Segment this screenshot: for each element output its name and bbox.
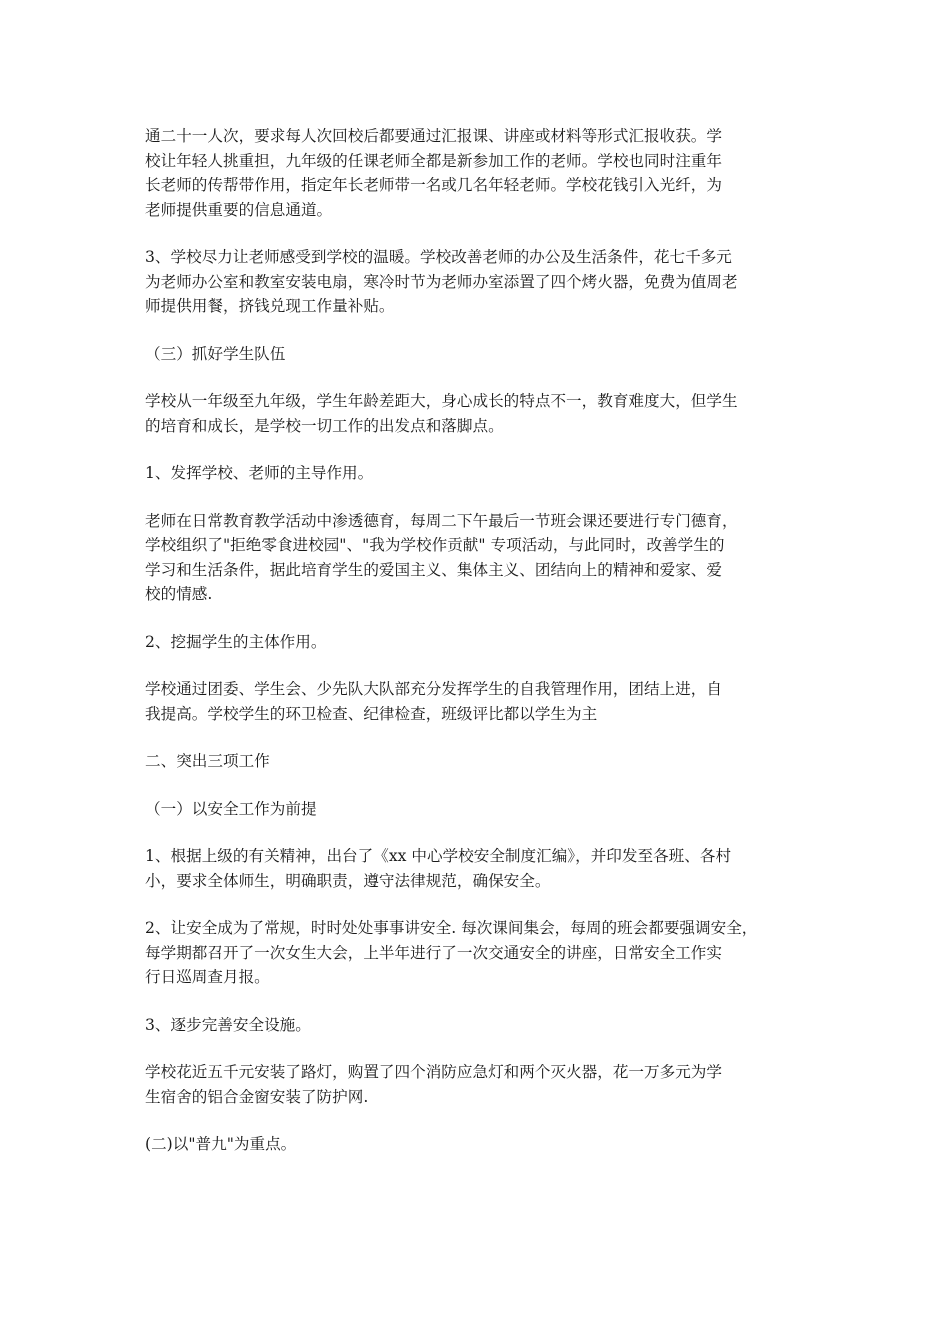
text-line: 2、让安全成为了常规，时时处处事事讲安全. 每次课间集会，每周的班会都要强调安全，	[145, 919, 758, 937]
text-line: (二)以"普九"为重点。	[145, 1135, 297, 1153]
text-line: 老师在日常教育教学活动中渗透德育，每周二下午最后一节班会课还要进行专门德育，	[145, 511, 738, 530]
section-heading	[145, 797, 809, 822]
text-line: 行日巡周查月报。	[145, 968, 270, 986]
text-line: 小，要求全体师生，明确职责，遵守法律规范，确保安全。	[145, 871, 551, 890]
text-line: 每学期都召开了一次女生大会，上半年进行了一次交通安全的讲座，日常安全工作实	[145, 943, 722, 962]
paragraph	[145, 916, 809, 990]
paragraph	[145, 124, 809, 222]
text-line: 学习和生活条件，据此培育学生的爱国主义、集体主义、团结向上的精神和爱家、爱	[145, 560, 722, 579]
text-line: 校的情感.	[145, 585, 213, 603]
text-line: 3、学校尽力让老师感受到学校的温暖。学校改善老师的办公及生活条件，花七千多元	[145, 248, 732, 266]
text-line: 2、挖掘学生的主体作用。	[145, 632, 327, 651]
text-line: 学校通过团委、学生会、少先队大队部充分发挥学生的自我管理作用，团结上进，自	[145, 680, 722, 698]
paragraph	[145, 245, 809, 319]
text-line: 长老师的传帮带作用，指定年长老师带一名或几名年轻老师。学校花钱引入光纤，为	[145, 176, 722, 194]
text-line: 为老师办公室和教室安装电扇，寒冷时节为老师办室添置了四个烤火器，免费为值周老	[145, 272, 738, 291]
text-line: 师提供用餐，挤钱兑现工作量补贴。	[145, 297, 395, 315]
text-line: 校让年轻人挑重担，九年级的任课老师全都是新参加工作的老师。学校也同时注重年	[145, 151, 722, 170]
text-line: （一）以安全工作为前提	[145, 799, 317, 818]
paragraph	[145, 509, 809, 607]
paragraph	[145, 677, 809, 726]
section-heading	[145, 1132, 809, 1157]
text-line: 生宿舍的铝合金窗安装了防护网.	[145, 1087, 369, 1106]
document-page	[145, 124, 809, 1180]
text-line: 学校花近五千元安装了路灯，购置了四个消防应急灯和两个灭火器，花一万多元为学	[145, 1063, 722, 1081]
text-line: 学校组织了"拒绝零食进校园"、"我为学校作贡献" 专项活动，与此同时，改善学生的	[145, 536, 725, 554]
text-line: 我提高。学校学生的环卫检查、纪律检查，班级评比都以学生为主	[145, 704, 598, 723]
subsection-heading	[145, 630, 809, 655]
text-line: （三）抓好学生队伍	[145, 344, 286, 363]
text-line: 二、突出三项工作	[145, 752, 270, 770]
subsection-heading	[145, 1013, 809, 1038]
paragraph	[145, 844, 809, 893]
text-line: 学校从一年级至九年级，学生年龄差距大，身心成长的特点不一，教育难度大，但学生	[145, 392, 738, 410]
text-line: 3、逐步完善安全设施。	[145, 1015, 311, 1034]
subsection-heading	[145, 461, 809, 486]
section-heading	[145, 749, 809, 774]
text-line: 1、发挥学校、老师的主导作用。	[145, 464, 374, 482]
paragraph	[145, 389, 809, 438]
text-line: 老师提供重要的信息通道。	[145, 200, 333, 219]
text-line: 1、根据上级的有关精神，出台了《xx 中心学校安全制度汇编》，并印发至各班、各村	[145, 847, 732, 865]
section-heading	[145, 342, 809, 367]
paragraph	[145, 1060, 809, 1109]
text-line: 的培育和成长，是学校一切工作的出发点和落脚点。	[145, 416, 504, 435]
text-line: 通二十一人次，要求每人次回校后都要通过汇报课、讲座或材料等形式汇报收获。学	[145, 127, 722, 145]
